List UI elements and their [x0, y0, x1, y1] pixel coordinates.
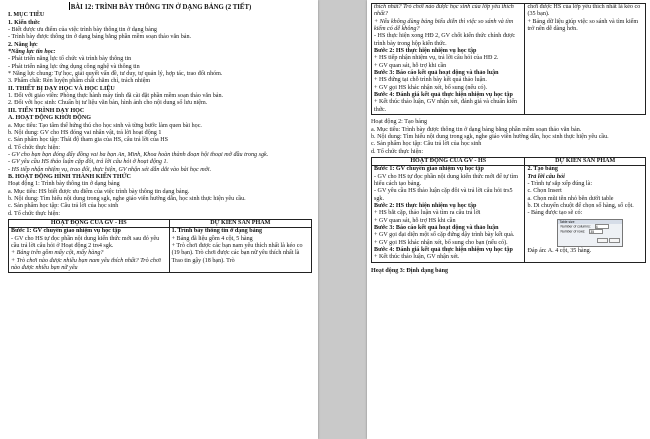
section-heading: Bước 3: Báo cáo kết quả hoạt động và thảo luận [374, 224, 499, 231]
text-line: d. Tổ chức thực hiện: [371, 148, 424, 155]
section-heading: Bước 3: Báo cáo kết quả hoạt động và thảo luận [374, 70, 499, 77]
text-line: d. Tổ chức thực hiện: [8, 144, 61, 151]
section-heading: Bước 1: GV chuyển giao nhiệm vụ học tập [11, 228, 121, 235]
text-line: + GV quan sát, hỗ trợ HS khi cần [374, 217, 456, 224]
text-line: a. Mục tiêu: HS biết được ưu điểm của việc trình bày thông tin dạng bảng. [8, 188, 190, 195]
text-line: - Biết được ưu điểm của việc trình bày thông tin ở dạng bảng [8, 27, 157, 34]
text-line: Đáp án: A. 4 cột, 35 hàng. [527, 247, 592, 254]
text-line: - GV cho HS tự đọc phần nội dung kiến thức mới sau đó yêu cầu trả lời câu hỏi ở Hoạt động 2 trs4 sgk. [11, 235, 160, 249]
text-line: c. Chọn Insert [527, 188, 562, 195]
text-line: + HS đứng tại chỗ trình bày kết quả thảo luận. [374, 77, 487, 84]
text-line: + Bảng dữ liệu giúp việc so sánh và tìm kiếm trở nên dễ dàng hơn. [527, 18, 639, 33]
table-header: DỰ KIẾN SẢN PHẨM [525, 157, 646, 165]
text-line: + Trò chơi được các bạn nam yêu thích nhất là kéo co (19 bạn). Trò chơi được các bạn nữ yêu thích nhất là Trao tin gậy (18 bạn). Trò [171, 243, 303, 264]
table-size-dialog-image [557, 219, 623, 247]
text-line: - GV cho HS tự đọc phần nội dung kiến thức mới để tự tìm hiểu cách tạo bảng. [374, 173, 519, 187]
table-cell-activity [372, 166, 525, 262]
section-heading: 2. Tạo bảng [527, 166, 558, 173]
text-line: - GV yêu cầu HS thảo luận cặp đôi, trả lời câu hỏi ở hoạt động 1. [8, 159, 169, 166]
text-line: + GV gọi HS khác nhận xét, bổ sung cho bạn (nếu có). [374, 239, 508, 246]
text-line: + Bảng trên gồm mấy cột, mấy hàng? [11, 250, 104, 257]
lesson-title: BÀI 12: TRÌNH BÀY THÔNG TIN Ở DẠNG BẢNG (2 TIẾT) [70, 4, 252, 11]
text-line: 2. Đối với học sinh: Chuẩn bị tư liệu văn bản, hình ảnh cho nội dung sổ lưu niệm. [8, 100, 208, 107]
section-heading: I. MỤC TIÊU [8, 12, 45, 19]
text-line: c. Sản phẩm học tập: Thái độ tham gia của HS, câu trả lời của HS [8, 137, 168, 144]
right-body-text [371, 119, 646, 156]
text-line: Hoạt động 2: Tạo bảng [371, 119, 428, 126]
section-heading: 2. Năng lực [8, 41, 38, 48]
dialog-title: Table size [558, 220, 622, 224]
document-page-left [0, 0, 318, 439]
text-line: + GV quan sát, hỗ trợ khi cần [374, 62, 447, 69]
text-line: b. Nội dung: Tìm hiểu nội dung trong sgk, nghe giáo viên hướng dẫn, học sinh thực hiện yêu cầu. [371, 133, 609, 140]
dialog-ok-button [597, 238, 608, 244]
dialog-cancel-button [609, 238, 620, 244]
next-activity-heading: Hoạt động 3: Định dạng bảng [371, 267, 449, 274]
table-cell-product [169, 228, 311, 273]
text-line: + Bảng đã liệu gồm 4 cột, 5 hàng [171, 235, 253, 242]
text-line: d. Tổ chức thực hiện: [8, 210, 61, 217]
text-line: + Kết thúc thảo luận, GV nhận xét. [374, 254, 460, 261]
activity-table-1-continued [371, 3, 646, 115]
document-page-right [367, 0, 650, 439]
section-heading: Bước 2: HS thực hiện nhiệm vụ học tập [374, 202, 477, 209]
text-line: + GV gọi HS khác nhận xét, bổ sung (nếu có). [374, 84, 487, 91]
text-line: + HS bắt cặp, thảo luận và tìm ra câu trả lời [374, 210, 481, 217]
activity-table-1 [8, 219, 312, 273]
dialog-rows-value: 35 [589, 229, 603, 234]
text-cursor [69, 2, 70, 10]
section-heading: II. THIẾT BỊ DẠY HỌC VÀ HỌC LIỆU [8, 85, 115, 92]
text-line: - GV cho bạn bạn đóng đấy đồng vai ba bạn An, Minh, Khoa hoàn thành đoạn hội thoại mở đầu trong sgk. [8, 151, 269, 158]
text-line: a. Chọn mũi tên nhỏ bên dưới table [527, 195, 614, 202]
text-line: thích nhất? Trò chơi nào được học sinh của lớp yêu thích nhất? [374, 4, 514, 18]
section-heading: Bước 4: Đánh giá kết quả thực hiện nhiệm vụ học tập [374, 247, 513, 253]
section-heading: Bước 1: GV chuyển giao nhiệm vụ học tập [374, 166, 484, 173]
left-body-text [8, 12, 312, 218]
table-cell-activity [372, 4, 525, 115]
text-line: b. Nội dung: GV cho HS đóng vai nhân vật, trả lời hoạt động 1 [8, 129, 162, 136]
text-line: Hoạt động 1: Trình bày thông tin ở dạng bảng [8, 181, 120, 188]
text-line: c. Sản phẩm học tập: Câu trả lời của học sinh [8, 203, 119, 210]
text-line: + HS tiếp nhận nhiệm vụ, trả lời câu hỏi của HĐ 2. [374, 55, 499, 62]
text-line: - HS tiếp nhận nhiệm vụ, trao đổi, thực hiện, GV nhận xét dẫn dắt vào bài học mới. [8, 166, 212, 173]
text-line: b. Di chuyển chuột để chọn số hàng, số cột. [527, 202, 634, 209]
text-line: - Trình tự sắp xếp đúng là: [527, 180, 593, 187]
text-line: Trả lời câu hỏi [527, 173, 565, 180]
text-line: 1. Đối với giáo viên: Phòng thực hành máy tính đã cài đặt phần mềm soạn thảo văn bản. [8, 93, 224, 100]
text-line: a. Mục tiêu: Trình bày được thông tin ở dạng bảng bằng phần mềm soạn thảo văn bản. [371, 126, 582, 133]
text-line: c. Sản phẩm học tập: Câu trả lời của học sinh [371, 141, 482, 148]
dialog-columns-value: 4 [595, 224, 609, 229]
text-line: - Bảng được tạo sẽ có: [527, 210, 583, 217]
text-line: - Phát triển năng lực ứng dụng công nghệ và thông tin [8, 63, 140, 70]
dialog-columns-label: Number of columns: [560, 224, 591, 229]
section-heading: Bước 2: HS thực hiện nhiệm vụ học tập [374, 48, 477, 55]
section-heading: 1. Kiến thức [8, 19, 40, 26]
text-line: - Trình bày được thông tin ở dạng bảng bằng phần mềm soạn thảo văn bản. [8, 34, 192, 41]
section-heading: A. HOẠT ĐỘNG KHỞI ĐỘNG [8, 115, 92, 122]
text-line: - GV yêu cầu HS thảo luận cặp đôi và trả lời câu hỏi trs5 sgk. [374, 188, 513, 202]
text-line: b. Nội dung: Tìm hiểu nội dung trong sgk, nghe giáo viên hướng dẫn, học sinh thực hiện yêu cầu. [8, 195, 246, 202]
table-cell-product [525, 166, 646, 262]
table-header: HOẠT ĐỘNG CỦA GV - HS [372, 157, 525, 165]
text-line: + Trò chơi nào được nhiều bạn nam yêu thích nhất? Trò chơi nào được nhiều bạn nữ yêu [11, 257, 161, 272]
table-header: HOẠT ĐỘNG CỦA GV - HS [9, 219, 170, 227]
text-line: * Năng lực chung: Tự học, giải quyết vấn đề, tư duy, tự quản lý, hợp tác, trao đổi nhóm. [8, 71, 223, 78]
text-line: a. Mục tiêu: Tạo tâm thế hứng thú cho học sinh và từng bước làm quen bài học. [8, 122, 202, 129]
text-line: - HS thực hiện xong HĐ 2, GV chốt kiến thức chính được trình bày trong hộp kiến thức. [374, 33, 516, 47]
table-header: DỰ KIẾN SẢN PHẨM [169, 219, 311, 227]
text-line: 3. Phẩm chất: Rèn luyện phẩm chất chăm chỉ, trách nhiệm [8, 78, 151, 85]
activity-table-2 [371, 157, 646, 263]
text-line: *Năng lực tin học: [8, 49, 56, 56]
section-heading: III. TIẾN TRÌNH DẠY HỌC [8, 107, 85, 114]
text-line: + GV gọi đại diện một số cặp đứng dậy trình bày kết quả. [374, 232, 515, 239]
text-line: - Phát triển năng lực tổ chức và trình bày thông tin [8, 56, 132, 63]
table-cell-activity [9, 228, 170, 273]
table-cell-product [525, 4, 646, 115]
section-heading: B. HOẠT ĐỘNG HÌNH THÀNH KIẾN THỨC [8, 173, 131, 180]
text-line: + Nếu không dùng bảng biểu diễn thì việc so sánh và tìm kiếm có dễ không? [374, 18, 514, 33]
text-line: chơi được HS của lớp yêu thích nhất là kéo co (35 bạn). [527, 4, 641, 18]
section-heading: Bước 4: Đánh giá kết quả thực hiện nhiệm vụ học tập [374, 92, 513, 99]
dialog-rows-label: Number of rows: [560, 229, 586, 234]
section-heading: 1. Trình bày thông tin ở dạng bảng [171, 228, 263, 235]
text-line: + Kết thúc thảo luận, GV nhận xét, đánh giá và chuẩn kiến thức. [374, 99, 518, 113]
